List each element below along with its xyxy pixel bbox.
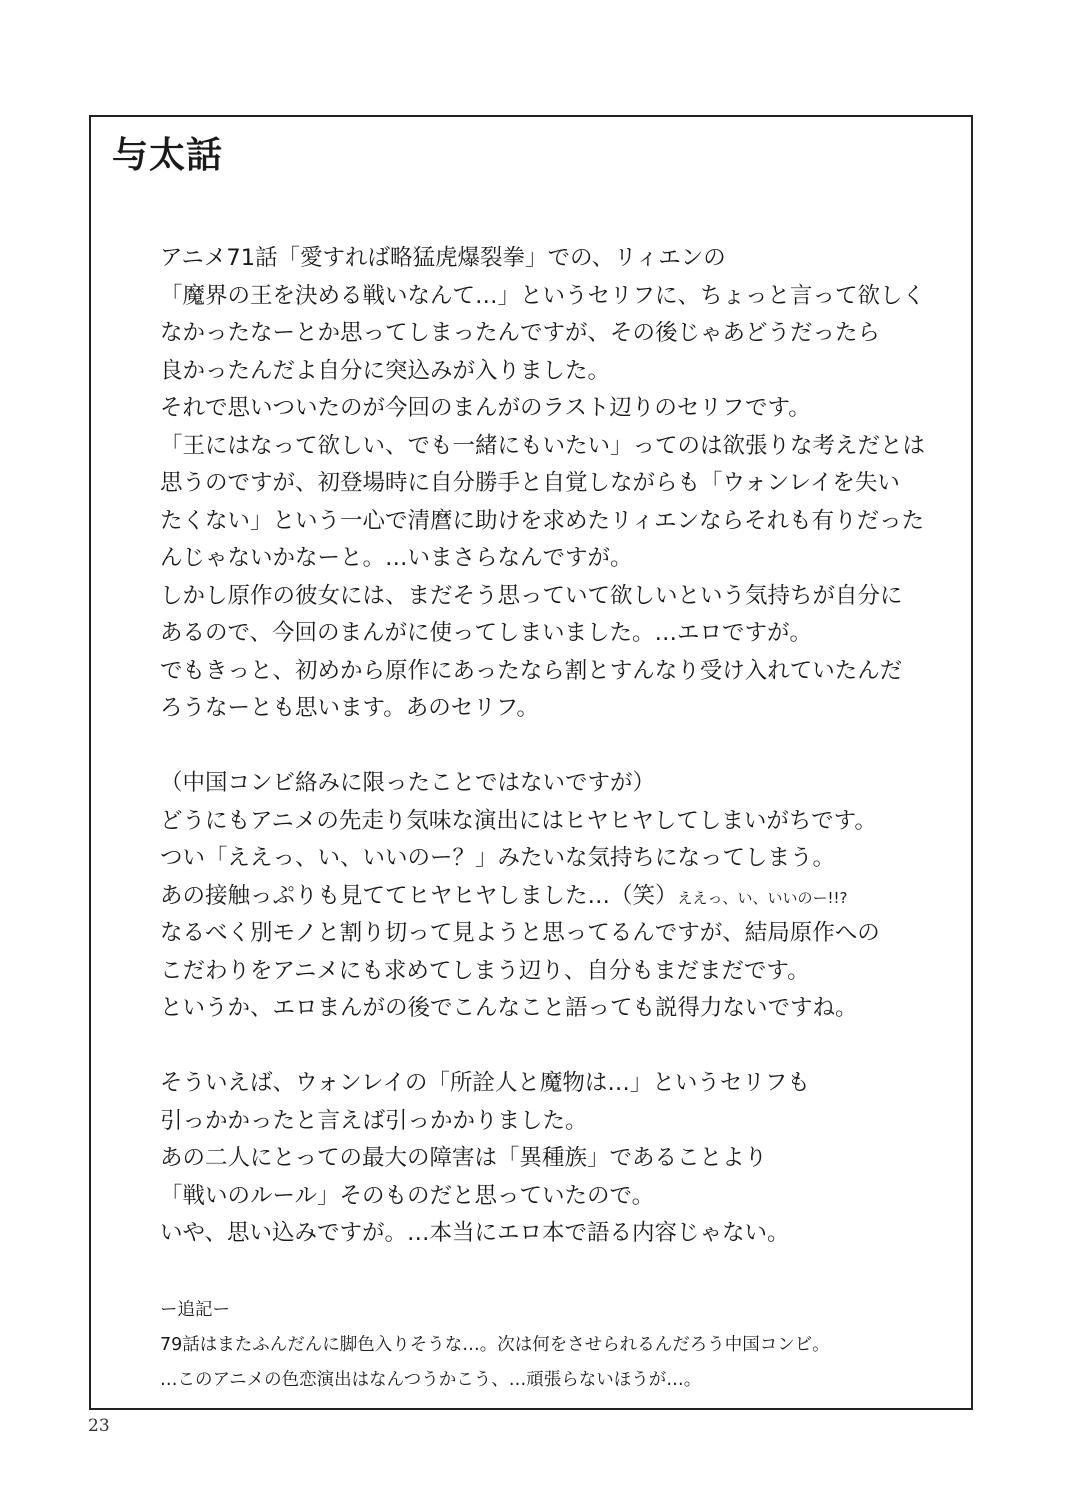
text-line: 引っかかったと言えば引っかかりました。 [160, 1107, 588, 1134]
page-number: 23 [88, 1416, 110, 1436]
text-line: たくない」という一心で清麿に助けを求めたリィエンならそれも有りだった [160, 507, 925, 534]
text-line: 良かったんだよ自分に突込みが入りました。 [160, 357, 611, 384]
essay-body [160, 240, 950, 1253]
paragraph-3 [160, 1065, 950, 1253]
text-line: なるべく別モノと割り切って見ようと思ってるんですが、結局原作への [160, 920, 880, 946]
text-line: 「魔界の王を決める戦いなんて…」というセリフに、ちょっと言って欲しく [160, 282, 926, 309]
paragraph-1 [160, 240, 950, 728]
paragraph-2 [160, 765, 950, 1028]
text-line: アニメ71話「愛すれば略猛虎爆裂拳」での、リィエンの [160, 245, 726, 271]
text-line: なかったなーとか思ってしまったんですが、その後じゃあどうだったら [160, 320, 881, 346]
text-line: 思うのですが、初登場時に自分勝手と自覚しながらも「ウォンレイを失い [160, 470, 900, 496]
postscript-heading: ー追記ー [160, 1300, 230, 1320]
text-line: あの二人にとっての最大の障害は「異種族」であることより [160, 1145, 768, 1171]
text-main: あの接触っぷりも見ててヒヤヒヤしました…（笑） [160, 882, 678, 909]
text-line: んじゃないかなーと。…いまさらなんですが。 [160, 545, 633, 571]
text-line: どうにもアニメの先走り気味な演出にはヒヤヒヤしてしまいがちです。 [160, 807, 877, 834]
text-line: しかし原作の彼女には、まだそう思っていて欲しいという気持ちが自分に [160, 582, 903, 609]
text-line: でもきっと、初めから原作にあったなら割とすんなり受け入れていたんだ [160, 657, 903, 684]
text-line: （中国コンビ絡みに限ったことではないですが） [160, 770, 656, 796]
text-line: というか、エロまんがの後でこんなこと語っても説得力ないですね。 [160, 995, 858, 1021]
text-line: 「王にはなって欲しい、でも一緒にもいたい」ってのは欲張りな考えだとは [160, 432, 926, 459]
paragraph-gap [160, 728, 950, 766]
paragraph-gap [160, 1028, 950, 1066]
text-line: ろうなーとも思います。あのセリフ。 [160, 695, 539, 721]
text-line-mixed [160, 878, 950, 916]
text-small-aside: ええっ、い、いいのー!!? [677, 888, 848, 907]
text-line: それで思いついたのが今回のまんがのラスト辺りのセリフです。 [160, 395, 811, 421]
page-title: 与太話 [112, 135, 224, 176]
text-line: そういえば、ウォンレイの「所詮人と魔物は…」というセリフも [160, 1070, 810, 1096]
text-line: いや、思い込みですが。…本当にエロ本で語る内容じゃない。 [160, 1220, 790, 1246]
text-line: 「戦いのルール」そのものだと思っていたので。 [160, 1182, 655, 1209]
text-line: あるので、今回のまんがに使ってしまいました。…エロですが。 [160, 620, 813, 646]
postscript-line: …このアニメの色恋演出はなんつうかこう、…頑張らないほうが…。 [160, 1370, 702, 1390]
postscript-line: 79話はまたふんだんに脚色入りそうな…。次は何をさせられるんだろう中国コンビ。 [160, 1335, 830, 1355]
postscript [160, 1293, 950, 1398]
text-line: つい「ええっ、い、いいのー？」みたいな気持ちになってしまう。 [160, 845, 836, 871]
text-line: こだわりをアニメにも求めてしまう辺り、自分もまだまだです。 [160, 957, 810, 984]
